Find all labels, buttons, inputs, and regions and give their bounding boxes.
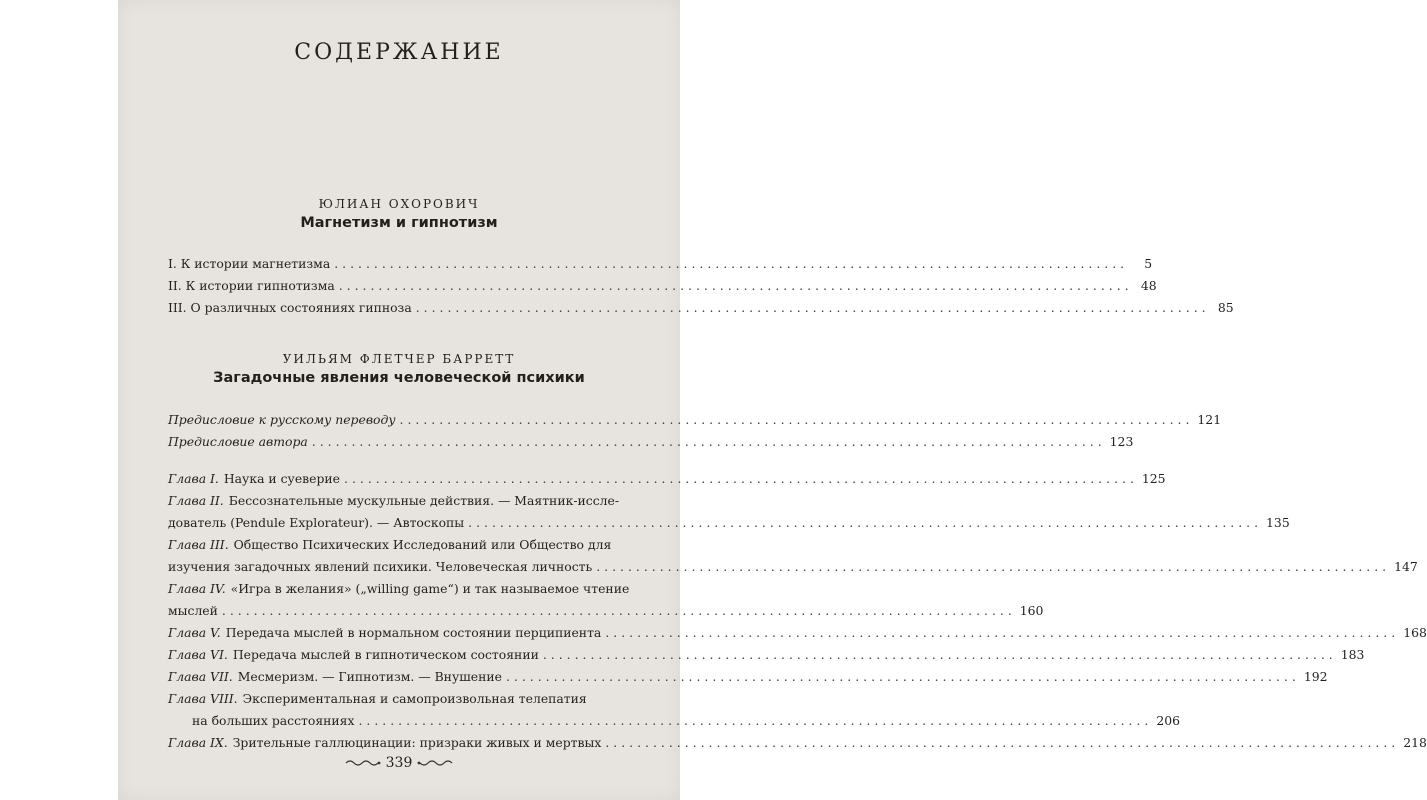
section2-chapters: [168, 468, 1427, 754]
toc-entry-line[interactable]: Глава II. Бессознательные мускульные действия. — Маятник-иссле-: [168, 493, 620, 508]
leader-dots: ....................................................................................................: [399, 412, 1194, 427]
toc-entry[interactable]: Глава VII. Месмеризм. — Гипнотизм. — Внушение .................................................................................................... 192: [168, 666, 630, 688]
toc-entry-line[interactable]: Глава III. Общество Психических Исследований или Общество для: [168, 537, 612, 552]
toc-entry[interactable]: Глава VI. Передача мыслей в гипнотическом состоянии .................................................................................................... 183: [168, 644, 630, 666]
leader-dots: ....................................................................................................: [358, 713, 1153, 728]
leader-dots: ....................................................................................................: [605, 735, 1400, 750]
toc-entry[interactable]: Предисловие к русскому переводу .................................................................................................... 121: [168, 409, 630, 431]
leader-dots: ....................................................................................................: [542, 647, 1337, 662]
leader-dots: ....................................................................................................: [334, 256, 1129, 271]
leader-dots: ....................................................................................................: [344, 471, 1138, 486]
toc-entry[interactable]: изучения загадочных явлений психики. Человеческая личность .................................................................................................... 147: [168, 556, 630, 578]
leader-dots: ....................................................................................................: [221, 603, 1016, 618]
contents-heading: СОДЕРЖАНИЕ: [294, 40, 504, 65]
toc-entry[interactable]: Глава I. Наука и суеверие .................................................................................................... 125: [168, 468, 630, 490]
section1-title: Магнетизм и гипнотизм: [300, 215, 498, 231]
section2-author: УИЛЬЯМ ФЛЕТЧЕР БАРРЕТТ: [282, 352, 516, 366]
section1-toc: [168, 253, 1234, 319]
section2-title: Загадочные явления человеческой психики: [213, 370, 585, 386]
leader-dots: ....................................................................................................: [311, 434, 1106, 449]
leader-dots: ....................................................................................................: [596, 559, 1391, 574]
toc-entry[interactable]: Предисловие автора .................................................................................................... 123: [168, 431, 630, 453]
section2-front: [168, 409, 1222, 453]
section1-author: ЮЛИАН ОХОРОВИЧ: [318, 197, 480, 211]
toc-entry[interactable]: I. К истории магнетизма .................................................................................................... 5: [168, 253, 630, 275]
leader-dots: ....................................................................................................: [338, 278, 1133, 293]
page-footer: [118, 755, 680, 771]
toc-entry-line[interactable]: Глава IV. «Игра в желания» („willing game“) и так называемое чтение: [168, 581, 630, 596]
toc-entry[interactable]: Глава IX. Зрительные галлюцинации: призраки живых и мертвых .................................................................................................... 218: [168, 732, 630, 754]
toc-entry[interactable]: мыслей .................................................................................................... 160: [168, 600, 630, 622]
toc-entry[interactable]: III. О различных состояниях гипноза .................................................................................................... 85: [168, 297, 630, 319]
left-ornament-icon: [345, 758, 381, 768]
toc-entry[interactable]: II. К истории гипнотизма .................................................................................................... 48: [168, 275, 630, 297]
toc-entry-line[interactable]: Глава VIII. Экспериментальная и самопроизвольная телепатия: [168, 691, 587, 706]
toc-entry[interactable]: Глава V. Передача мыслей в нормальном состоянии перципиента .................................................................................................... 168: [168, 622, 630, 644]
leader-dots: ....................................................................................................: [415, 300, 1210, 315]
toc-entry[interactable]: на больших расстояниях .................................................................................................... 206: [168, 710, 630, 732]
toc-entry[interactable]: дователь (Pendule Explorateur). — Автоскопы .................................................................................................... 135: [168, 512, 630, 534]
leader-dots: ....................................................................................................: [505, 669, 1300, 684]
leader-dots: ....................................................................................................: [605, 625, 1400, 640]
page-number: 339: [385, 755, 413, 771]
right-ornament-icon: [417, 758, 453, 768]
book-page: [118, 0, 1427, 800]
leader-dots: ....................................................................................................: [468, 515, 1263, 530]
